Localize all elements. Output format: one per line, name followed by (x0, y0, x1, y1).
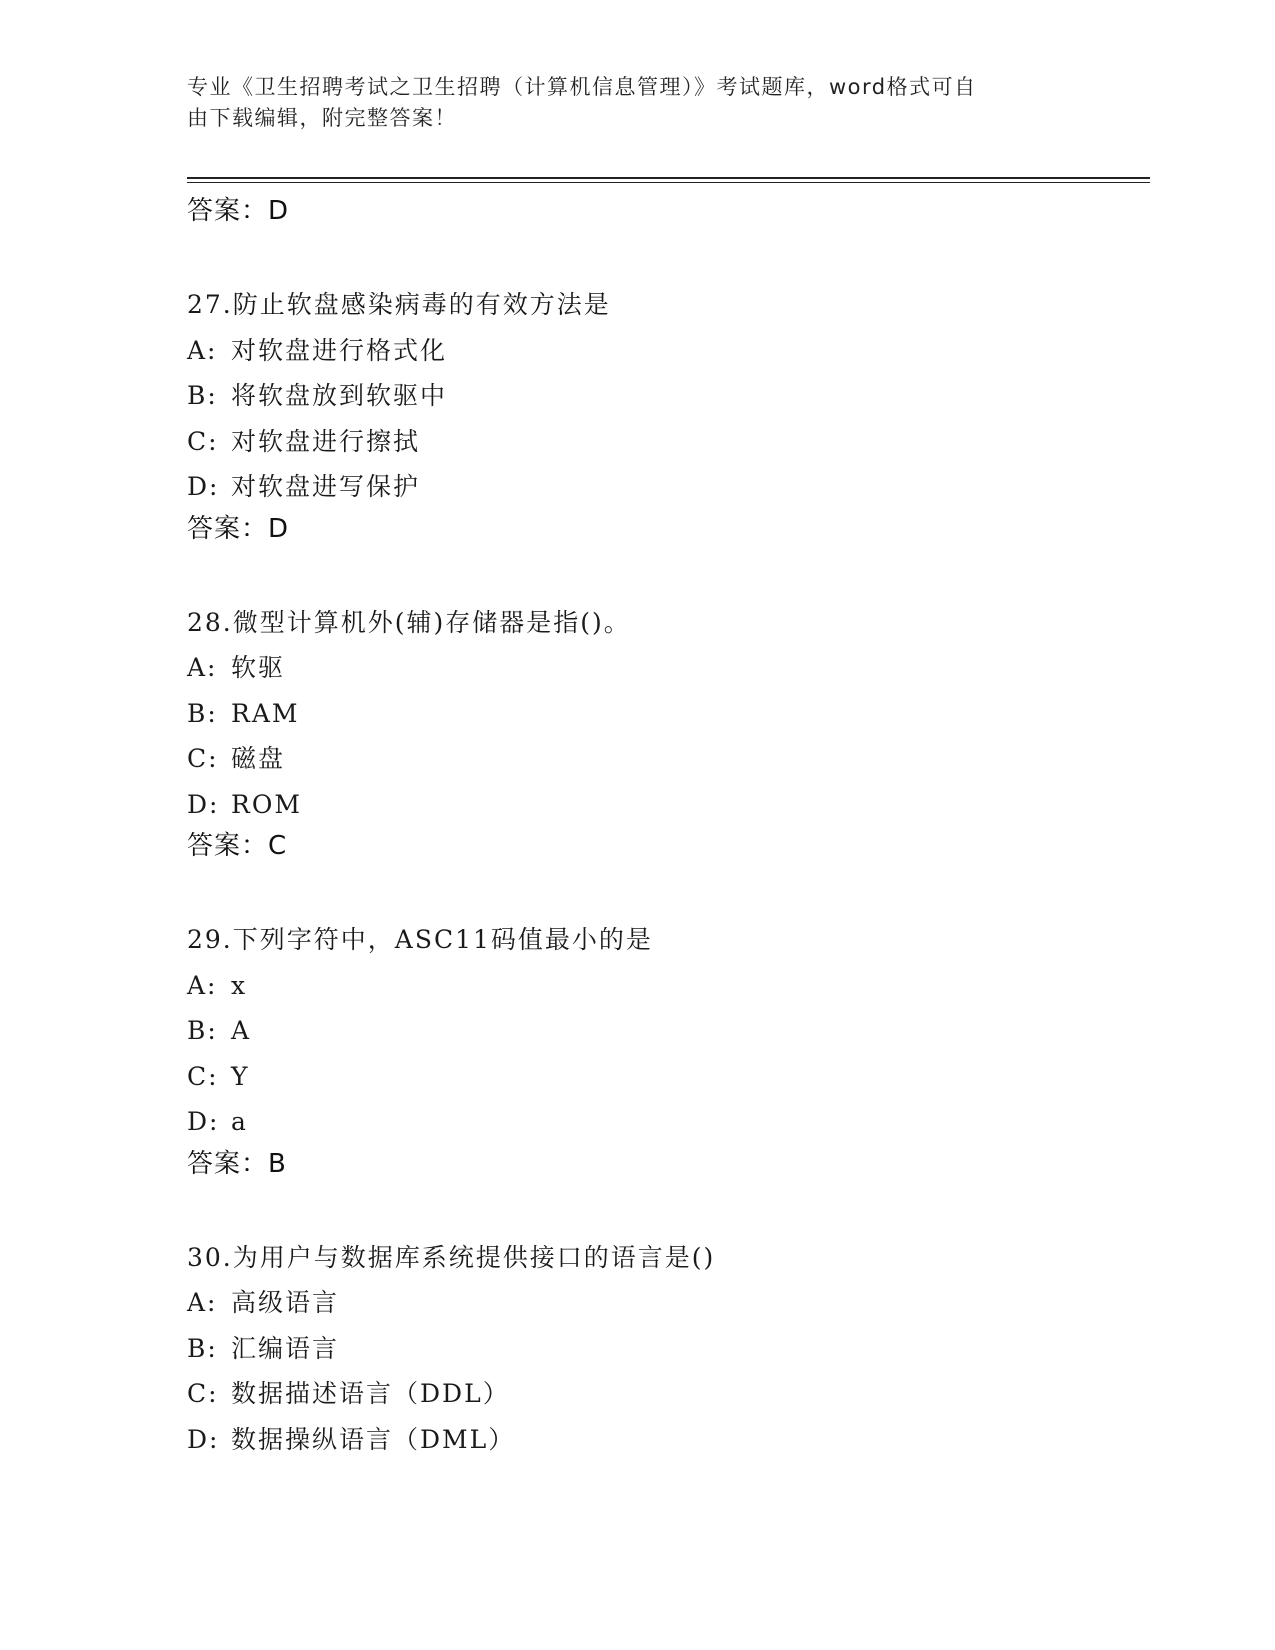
option-text: 对软盘进行格式化 (231, 335, 448, 365)
option-b (187, 1008, 1147, 1054)
option-a (187, 1280, 1147, 1326)
option-text: a (231, 1107, 248, 1136)
option-d (187, 1417, 1147, 1463)
question-text: 28.微型计算机外(辅)存储器是指()。 (187, 607, 631, 637)
option-letter: A: (187, 335, 218, 365)
option-letter: C: (187, 744, 219, 773)
header-line-1: 专业《卫生招聘考试之卫生招聘（计算机信息管理）》考试题库，word格式可自 (187, 75, 977, 99)
option-text: Y (231, 1061, 250, 1091)
option-c (187, 1054, 1147, 1100)
option-text: 数据操纵语言（DML） (231, 1424, 516, 1454)
option-a (187, 328, 1147, 374)
option-letter: C: (187, 1379, 219, 1408)
option-text: 软驱 (231, 653, 286, 682)
option-a (187, 963, 1147, 1009)
header-divider-thin (187, 182, 1150, 183)
question-29 (187, 917, 1147, 1183)
option-letter: D: (187, 789, 220, 819)
option-letter: D: (187, 1424, 220, 1454)
option-text: 汇编语言 (231, 1333, 340, 1363)
option-d (187, 464, 1147, 510)
question-28 (187, 600, 1147, 866)
option-letter: C: (187, 1061, 219, 1091)
question-text: 27.防止软盘感染病毒的有效方法是 (187, 290, 611, 319)
option-b (187, 691, 1147, 737)
question-30 (187, 1235, 1147, 1463)
option-text: 数据描述语言（DDL） (231, 1379, 510, 1408)
option-letter: C: (187, 426, 219, 456)
question-text: 30.为用户与数据库系统提供接口的语言是() (187, 1242, 716, 1272)
option-letter: B: (187, 698, 218, 728)
header-line-2: 由下载编辑，附完整答案！ (187, 106, 457, 130)
header-divider-thick (187, 177, 1150, 179)
option-b (187, 373, 1147, 419)
option-b (187, 1326, 1147, 1372)
option-letter: A: (187, 653, 218, 682)
previous-answer: 答案：D (187, 196, 290, 226)
option-d (187, 782, 1147, 828)
option-letter: B: (187, 1016, 218, 1045)
option-c (187, 736, 1147, 782)
option-c (187, 1371, 1147, 1417)
option-text: RAM (231, 698, 300, 728)
option-text: 将软盘放到软驱中 (231, 381, 448, 410)
option-text: 对软盘进写保护 (231, 472, 421, 501)
question-list (187, 192, 1147, 1514)
option-text: 磁盘 (231, 744, 286, 773)
answer-line: 答案：C (187, 831, 288, 861)
question-27 (187, 282, 1147, 548)
option-letter: D: (187, 472, 220, 501)
question-text: 29.下列字符中，ASC11码值最小的是 (187, 925, 653, 954)
answer-line: 答案：D (187, 513, 290, 544)
option-c (187, 419, 1147, 465)
answer-line: 答案：B (187, 1148, 287, 1179)
option-d (187, 1099, 1147, 1145)
option-letter: B: (187, 381, 218, 410)
option-text: 高级语言 (231, 1288, 340, 1317)
option-letter: A: (187, 1288, 218, 1317)
option-text: A (231, 1016, 252, 1045)
option-letter: D: (187, 1107, 220, 1136)
option-text: ROM (231, 789, 302, 819)
option-letter: A: (187, 970, 218, 1000)
option-text: x (231, 970, 248, 1000)
option-letter: B: (187, 1333, 218, 1363)
option-text: 对软盘进行擦拭 (231, 426, 421, 456)
option-a (187, 645, 1147, 691)
document-header (187, 72, 1067, 134)
